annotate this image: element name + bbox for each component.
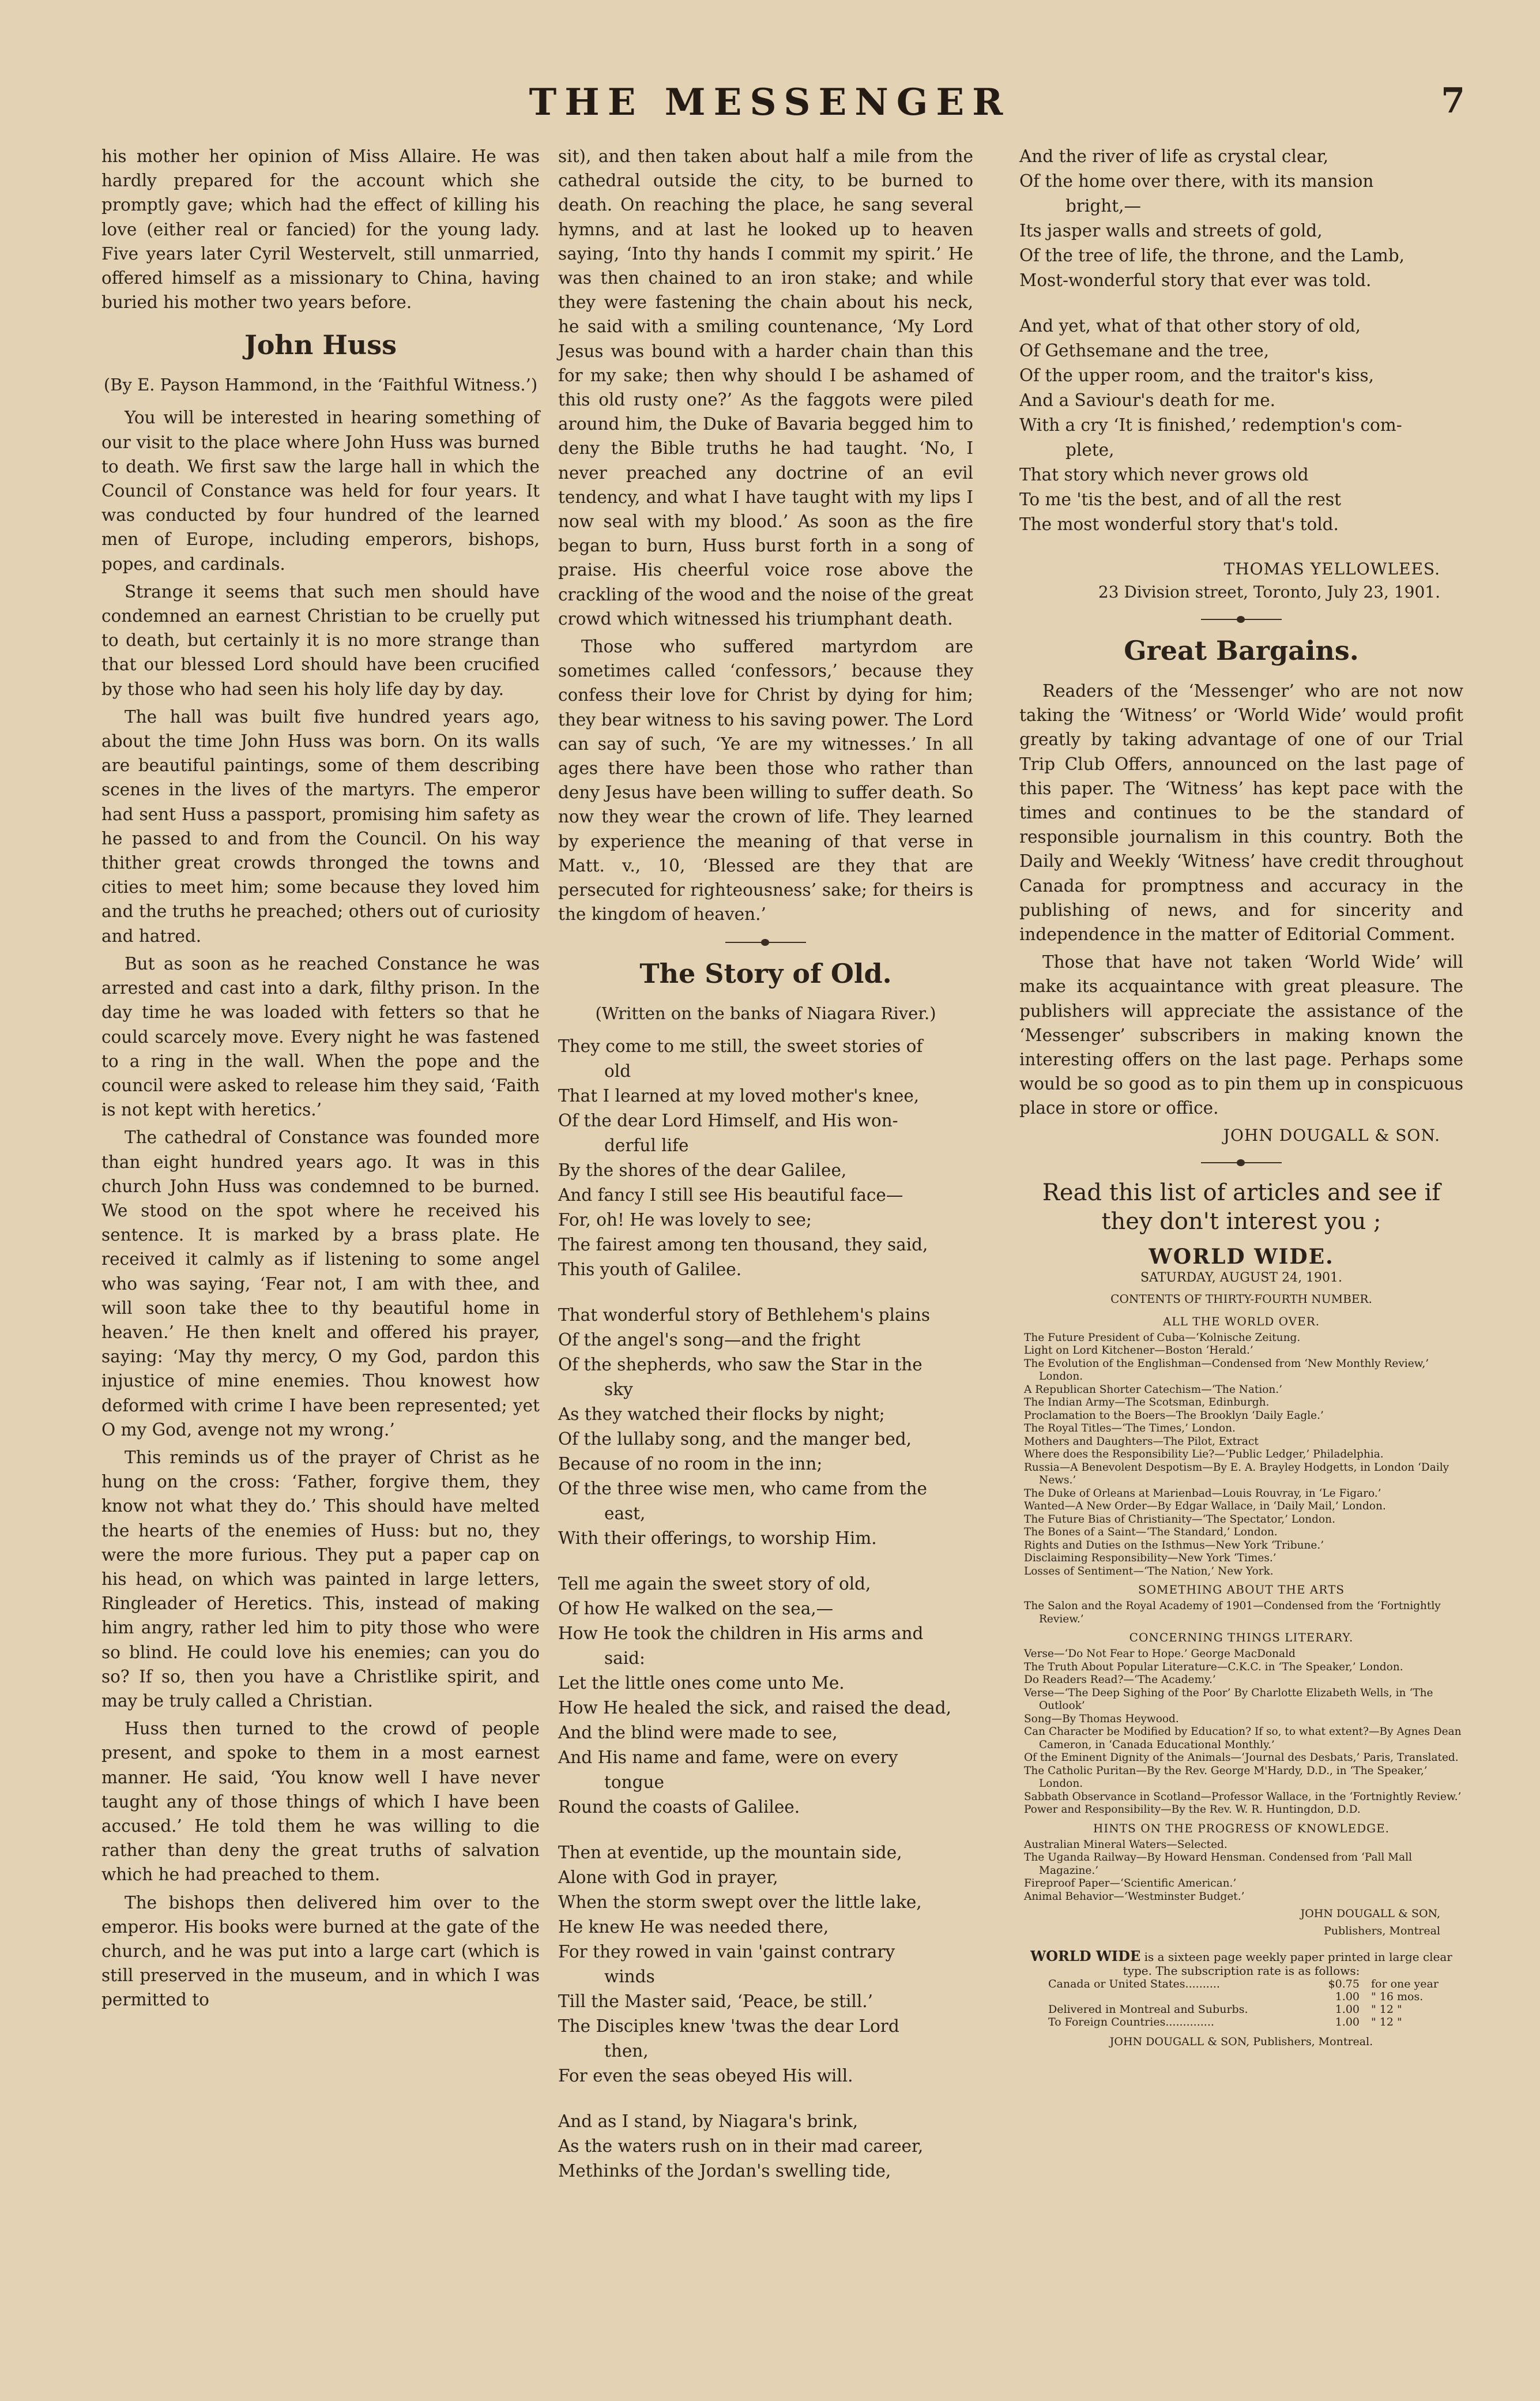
poem-line: Because of no room in the inn; xyxy=(558,1453,823,1474)
poem-line: How He took the children in His arms and xyxy=(558,1623,924,1643)
poem-line: To me 'tis the best, and of all the rest xyxy=(1019,490,1342,509)
subscription-note xyxy=(1019,1949,1463,1978)
contents-item: Russia—A Benevolent Despotism—By E. A. Brayley Hodgetts, in London ‘Daily News.’ xyxy=(1024,1461,1449,1487)
poem-line: Of the angel's song—and the fright xyxy=(558,1329,861,1350)
rate-row xyxy=(1019,2003,1463,2016)
poem-line: He knew He was needed there, xyxy=(558,1917,829,1937)
article-paragraph: The bishops then delivered him over to the emperor. His books were burned at the gate of the church, and he was put into a large cart (which is still preserved in the museum, and in which I was permitted to xyxy=(101,1892,540,2010)
poem-line: And the blind were made to see, xyxy=(558,1722,838,1742)
poem-line: old xyxy=(604,1061,631,1081)
contents-section-heading: ALL THE WORLD OVER. xyxy=(1162,1314,1320,1328)
poem-line: With a cry ‘It is finished,’ redemption's com- xyxy=(1019,415,1402,435)
rate-period: " 12 " xyxy=(1371,2016,1402,2029)
column-1 xyxy=(101,144,540,2016)
poem-stanza xyxy=(558,2109,973,2184)
rate-label: Delivered in Montreal and Suburbs. xyxy=(1048,2003,1248,2016)
poem-line: Its jasper walls and streets of gold, xyxy=(1019,221,1323,241)
contents-item: Can Character be Modified by Education? If so, to what extent?—By Agnes Dean Cameron, in ‘Canada Educational Monthly.’ xyxy=(1024,1726,1462,1751)
contents-item: Verse—‘The Deep Sighing of the Poor’ By Charlotte Elizabeth Wells, in ‘The Outlook’ xyxy=(1024,1686,1433,1712)
contents-item: The Catholic Puritan—By the Rev. George M'Hardy, D.D., in ‘The Speaker,’ London. xyxy=(1024,1764,1428,1790)
contents-item: Do Readers Read?—‘The Academy.’ xyxy=(1024,1674,1216,1686)
poem-line: They come to me still, the sweet stories of xyxy=(558,1036,923,1056)
newspaper-title: THE MESSENGER xyxy=(529,81,1011,124)
poem-line: Let the little ones come unto Me. xyxy=(558,1673,845,1693)
poem-line: And yet, what of that other story of old, xyxy=(1019,316,1361,336)
poem-line: Of Gethsemane and the tree, xyxy=(1019,341,1270,360)
poem-line: For even the seas obeyed His will. xyxy=(558,2065,853,2086)
article-paragraph: Those that have not taken ‘World Wide’ will make its acquaintance with great pleasure. The publishers will appreciate the assistance of the ‘Messenger’ subscribers in making known the interesting offers on the last page. Perhaps some would be so good as to pin them up in conspicuous place in store or office. xyxy=(1019,952,1463,1118)
poem-line: derful life xyxy=(604,1135,689,1155)
poem-line: Of how He walked on the sea,— xyxy=(558,1598,834,1618)
contents-item: The Truth About Popular Literature—C.K.C. in ‘The Speaker,’ London. xyxy=(1024,1660,1403,1673)
poem-line: east, xyxy=(604,1503,646,1523)
article-paragraph: The hall was built five hundred years ago, about the time John Huss was born. On its walls are beautiful paintings, some of them describing scenes in the lives of the martyrs. The emperor had sent Huss a passport, promising him safety as he passed to and from the Council. On his way thither great crowds thronged the towns and cities to meet him; some because they loved him and the truths he preached; others out of curiosity and hatred. xyxy=(101,707,540,946)
contents-item: The Royal Titles—‘The Times,’ London. xyxy=(1024,1422,1236,1435)
publisher-location: Publishers, Montreal xyxy=(1324,1925,1440,1938)
contents-item: Verse—‘Do Not Fear to Hope.’ George MacDonald xyxy=(1024,1648,1296,1660)
rate-label: Canada or United States.......... xyxy=(1048,1978,1220,1991)
poem-author-address: 23 Division street, Toronto, July 23, 1901. xyxy=(1098,583,1440,602)
article-paragraph: Huss then turned to the crowd of people present, and spoke to them in a most earnest manner. He said, ‘You know well I have never taught any of those things of which I have been accused.’ He told them he was willing to die rather than deny the great truths of salvation which he had preached to them. xyxy=(101,1719,540,1885)
poem-line: The most wonderful story that's told. xyxy=(1019,514,1339,534)
world-wide-contents-list xyxy=(1019,1313,1463,1904)
poem-line: For, oh! He was lovely to see; xyxy=(558,1209,812,1230)
rate-amount: $0.75 xyxy=(1328,1978,1360,1991)
poem-line: And His name and fame, were on every xyxy=(558,1747,898,1767)
world-wide-title: WORLD WIDE. xyxy=(1149,1244,1334,1269)
poem-line: Of the three wise men, who came from the xyxy=(558,1478,928,1498)
poem-stanza xyxy=(558,1034,973,1282)
advert-heading: Read this list of articles and see if they don't interest you ; xyxy=(1042,1179,1441,1235)
poem-line: said: xyxy=(604,1648,645,1668)
poem-stanzas xyxy=(558,1034,973,2184)
article-paragraph: The cathedral of Constance was founded more than eight hundred years ago. It was in this church John Huss was condemned to be burned. We stood on the spot where he received his sentence. It is marked by a brass plate. He received it calmly as if listening to some angel who was saying, ‘Fear not, I am with thee, and will soon take thee to thy beautiful home in heaven.’ He then knelt and offered his prayer, saying: ‘May thy mercy, O my God, pardon this injustice of mine enemies. Thou knowest how deformed with crime I have been represented; yet O my God, avenge not my wrong.’ xyxy=(101,1128,540,1440)
article-heading-john-huss: John Huss xyxy=(244,329,397,361)
poem-line: With their offerings, to worship Him. xyxy=(558,1528,877,1548)
poem-line: Of the lullaby song, and the manger bed, xyxy=(558,1429,912,1449)
subscription-paper-name: WORLD WIDE xyxy=(1030,1948,1141,1965)
poem-line: This youth of Galilee. xyxy=(558,1259,742,1279)
poem-line: Round the coasts of Galilee. xyxy=(558,1797,800,1817)
poem-line: Methinks of the Jordan's swelling tide, xyxy=(558,2160,891,2181)
contents-item: Rights and Duties on the Isthmus—New York ‘Tribune.’ xyxy=(1024,1539,1324,1551)
poem-line: Most-wonderful story that ever was told. xyxy=(1019,270,1372,290)
publisher-name: JOHN DOUGALL & SON, xyxy=(1300,1907,1440,1921)
contents-item: Power and Responsibility—By the Rev. W. R. Huntingdon, D.D. xyxy=(1024,1803,1361,1816)
subscription-rates xyxy=(1019,1978,1463,2028)
poem-line: That I learned at my loved mother's knee, xyxy=(558,1085,920,1106)
bargains-signature: JOHN DOUGALL & SON. xyxy=(1223,1125,1440,1145)
contents-item: Sabbath Observance in Scotland—Professor Wallace, in the ‘Fortnightly Review.’ xyxy=(1024,1790,1462,1803)
article-paragraph: You will be interested in hearing something of our visit to the place where John Huss was burned to death. We first saw the large hall in which the Council of Constance was held for four years. It was conducted by four hundred of the learned men of Europe, including emperors, bishops, popes, and cardinals. xyxy=(101,408,540,574)
contents-item: Animal Behavior—‘Westminster Budget.’ xyxy=(1024,1890,1245,1903)
poem-line: Of the tree of life, the throne, and the Lamb, xyxy=(1019,246,1405,265)
contents-item: The Evolution of the Englishman—Condensed from ‘New Monthly Review,’ London. xyxy=(1024,1357,1429,1383)
poem-stanza xyxy=(1019,144,1463,293)
final-publisher-line: JOHN DOUGALL & SON, Publishers, Montreal. xyxy=(1109,2035,1373,2049)
rate-amount: 1.00 xyxy=(1335,2003,1360,2016)
contents-item: The Indian Army—The Scotsman, Edinburgh. xyxy=(1024,1396,1270,1409)
poem-stanzas-continued xyxy=(1019,144,1463,537)
poem-line: plete, xyxy=(1065,440,1114,460)
poem-author: THOMAS YELLOWLEES. xyxy=(1223,559,1440,578)
rate-period: for one year xyxy=(1371,1978,1439,1991)
page-number: 7 xyxy=(1441,81,1465,121)
contents-item: The Uganda Railway—By Howard Hensman. Condensed from ‘Pall Mall Magazine.’ xyxy=(1024,1851,1412,1877)
rate-label: To Foreign Countries.............. xyxy=(1048,2016,1214,2029)
rate-label xyxy=(1048,1990,1290,2003)
contents-item: The Future Bias of Christianity—‘The Spectator,’ London. xyxy=(1024,1513,1335,1525)
rate-amount: 1.00 xyxy=(1335,1990,1360,2004)
poem-line: bright,— xyxy=(1065,196,1142,216)
column-3 xyxy=(1019,144,1463,2050)
poem-line: The fairest among ten thousand, they said, xyxy=(558,1234,928,1254)
contents-item: Of the Eminent Dignity of the Animals—‘Journal des Desbats,’ Paris, Translated. xyxy=(1024,1752,1459,1764)
poem-line: tongue xyxy=(604,1772,664,1792)
poem-line: The Disciples knew 'twas the dear Lord xyxy=(558,2016,899,2036)
rate-period: " 12 " xyxy=(1371,2003,1402,2016)
article-paragraph: Readers of the ‘Messenger’ who are not now taking the ‘Witness’ or ‘World Wide’ would profit greatly by taking advantage of one of our Trial Trip Club Offers, announced on the last page of this paper. The ‘Witness’ has kept pace with the times and continues to be the standard of responsible journalism in this country. Both the Daily and Weekly ‘Witness’ have credit throughout Canada for promptness and accuracy in the publishing of news, and for sincerity and independence in the matter of Editorial Comment. xyxy=(1019,681,1463,945)
poem-line: And as I stand, by Niagara's brink, xyxy=(558,2111,859,2131)
contents-item: Proclamation to the Boers—The Brooklyn ‘Daily Eagle.’ xyxy=(1024,1409,1324,1422)
contents-section-heading: CONCERNING THINGS LITERARY. xyxy=(1129,1630,1354,1645)
contents-item: A Republican Shorter Catechism—‘The Nation.’ xyxy=(1024,1383,1283,1396)
poem-line: then, xyxy=(604,2041,649,2061)
contents-item: Light on Lord Kitchener—Boston ‘Herald.’ xyxy=(1024,1344,1253,1357)
contents-item: Wanted—A New Order—By Edgar Wallace, in ‘Daily Mail,’ London. xyxy=(1024,1500,1386,1513)
rate-amount: 1.00 xyxy=(1335,2016,1360,2029)
contents-section-heading: SOMETHING ABOUT THE ARTS xyxy=(1138,1583,1345,1597)
poem-subtitle: (Written on the banks of Niagara River.) xyxy=(595,1003,936,1023)
contents-item: The Future President of Cuba—‘Kolnische Zeitung. xyxy=(1024,1331,1301,1344)
poem-line: As the waters rush on in their mad career, xyxy=(558,2136,924,2156)
poem-line: By the shores of the dear Galilee, xyxy=(558,1160,847,1180)
section-divider xyxy=(1201,1162,1282,1163)
world-wide-date: SATURDAY, AUGUST 24, 1901. xyxy=(1140,1270,1343,1285)
contents-item: Disclaiming Responsibility—New York ‘Times.’ xyxy=(1024,1552,1277,1565)
contents-item: Song—By Thomas Heywood. xyxy=(1024,1712,1179,1725)
article-byline: (By E. Payson Hammond, in the ‘Faithful Witness.’) xyxy=(103,375,538,395)
masthead xyxy=(0,81,1540,127)
contents-item: Australian Mineral Waters—Selected. xyxy=(1024,1838,1228,1851)
section-divider xyxy=(1201,619,1282,620)
contents-item: Mothers and Daughters—The Pilot, Extract xyxy=(1024,1435,1259,1448)
poem-title: The Story of Old. xyxy=(639,957,892,989)
article-heading-great-bargains: Great Bargains. xyxy=(1124,635,1359,666)
contents-item: The Salon and the Royal Academy of 1901—Condensed from the ‘Fortnightly Review.’ xyxy=(1024,1600,1441,1625)
poem-stanza xyxy=(558,1572,973,1820)
poem-line: And the river of life as crystal clear, xyxy=(1019,146,1329,166)
contents-item: Fireproof Paper—‘Scientific American.’ xyxy=(1024,1877,1237,1890)
poem-line: Of the upper room, and the traitor's kiss, xyxy=(1019,366,1375,385)
rate-period: " 16 mos. xyxy=(1371,1990,1424,2004)
poem-stanza xyxy=(1019,314,1463,537)
poem-line: That story which never grows old xyxy=(1019,465,1309,484)
poem-line: And a Saviour's death for me. xyxy=(1019,390,1276,410)
poem-line: Of the home over there, with its mansion xyxy=(1019,171,1374,191)
article-paragraph: Strange it seems that such men should have condemned an earnest Christian to be cruelly put to death, but certainly it is no more strange than that our blessed Lord should have been crucified by those who had seen his holy life day by day. xyxy=(101,581,540,699)
poem-line: When the storm swept over the little lake, xyxy=(558,1892,922,1912)
article-paragraph: This reminds us of the prayer of Christ as he hung on the cross: ‘Father, forgive them, they know not what they do.’ This should have melted the hearts of the enemies of Huss: but no, they were the more furious. They put a paper cap on his head, on which was painted in large letters, Ringleader of Heretics. This, instead of making him angry, rather led him to pity those who were so blind. He could love his enemies; can you do so? If so, then you have a Christlike spirit, and may be truly called a Christian. xyxy=(101,1447,540,1711)
contents-item: The Duke of Orleans at Marienbad—Louis Rouvray, in ‘Le Figaro.’ xyxy=(1024,1487,1381,1500)
contents-item: Losses of Sentiment—‘The Nation,’ New York. xyxy=(1024,1565,1274,1577)
poem-line: Then at eventide, up the mountain side, xyxy=(558,1842,902,1862)
poem-line: As they watched their flocks by night; xyxy=(558,1404,885,1424)
poem-line: winds xyxy=(604,1966,655,1986)
rate-row xyxy=(1019,1990,1463,2003)
subscription-text: is a sixteen page weekly paper printed in large clear type. The subscription rate is as follows: xyxy=(1123,1950,1452,1978)
story-continuation: his mother her opinion of Miss Allaire. He was hardly prepared for the account which she promptly gave; which had the effect of killing his love (either real or fancied) for the young lady. Five years later Cyril Westervelt, still unmarried, offered himself as a missionary to China, having buried his mother two years before. xyxy=(101,146,540,313)
poem-line: sky xyxy=(604,1379,633,1399)
poem-line: Of the dear Lord Himself, and His won- xyxy=(558,1110,898,1130)
poem-line: For they rowed in vain 'gainst contrary xyxy=(558,1941,895,1962)
article-paragraph: Those who suffered martyrdom are sometimes called ‘confessors,’ because they confess their love for Christ by dying for him; they bear witness to his saving power. The Lord can say of such, ‘Ye are my witnesses.’ In all ages there have been those who rather than deny Jesus have been willing to suffer death. So now they wear the crown of life. They learned by experience the meaning of that verse in Matt. v., 10, ‘Blessed are they that are persecuted for righteousness’ sake; for theirs is the kingdom of heaven.’ xyxy=(558,637,973,925)
article-paragraph: But as soon as he reached Constance he was arrested and cast into a dark, filthy prison. In the day time he was loaded with fetters so that he could scarcely move. Every night he was fastened to a ring in the wall. When the pope and the council were asked to release him they said, ‘Faith is not kept with heretics.’ xyxy=(101,953,540,1120)
poem-line: Of the shepherds, who saw the Star in the xyxy=(558,1354,923,1374)
poem-stanza xyxy=(558,1303,973,1551)
section-divider xyxy=(725,942,806,943)
contents-item: Where does the Responsibility Lie?—‘Public Ledger,’ Philadelphia. xyxy=(1024,1448,1384,1461)
rate-row xyxy=(1019,1978,1463,1990)
column-2 xyxy=(558,144,973,2204)
world-wide-contents-heading: CONTENTS OF THIRTY-FOURTH NUMBER. xyxy=(1110,1291,1372,1306)
poem-line: Tell me again the sweet story of old, xyxy=(558,1573,871,1594)
poem-line: Alone with God in prayer, xyxy=(558,1867,778,1887)
contents-item: The Bones of a Saint—‘The Standard,’ London. xyxy=(1024,1526,1278,1539)
contents-section-heading: HINTS ON THE PROGRESS OF KNOWLEDGE. xyxy=(1093,1821,1390,1835)
poem-line: That wonderful story of Bethlehem's plains xyxy=(558,1305,931,1325)
article-paragraph: sit), and then taken about half a mile from the cathedral outside the city, to be burned to death. On reaching the place, he sang several hymns, and at last he looked up to heaven saying, ‘Into thy hands I commit my spirit.’ He was then chained to an iron stake; and while they were fastening the chain about his neck, he said with a smiling countenance, ‘My Lord Jesus was bound with a harder chain than this for my sake; then why should I be ashamed of this old rusty one?’ As the faggots were piled around him, the Duke of Bavaria begged him to deny the Bible truths he had taught. ‘No, I never preached any doctrine of an evil tendency, and what I have taught with my lips I now seal with my blood.’ As soon as the fire began to burn, Huss burst forth in a song of praise. His cheerful voice rose above the crackling of the wood and the noise of the great crowd which witnessed his triumphant death. xyxy=(558,146,973,629)
poem-line: And fancy I still see His beautiful face— xyxy=(558,1185,903,1205)
poem-line: How He healed the sick, and raised the dead, xyxy=(558,1697,952,1718)
rate-row xyxy=(1019,2016,1463,2028)
poem-line: Till the Master said, ‘Peace, be still.’ xyxy=(558,1991,873,2011)
poem-stanza xyxy=(558,1840,973,2088)
